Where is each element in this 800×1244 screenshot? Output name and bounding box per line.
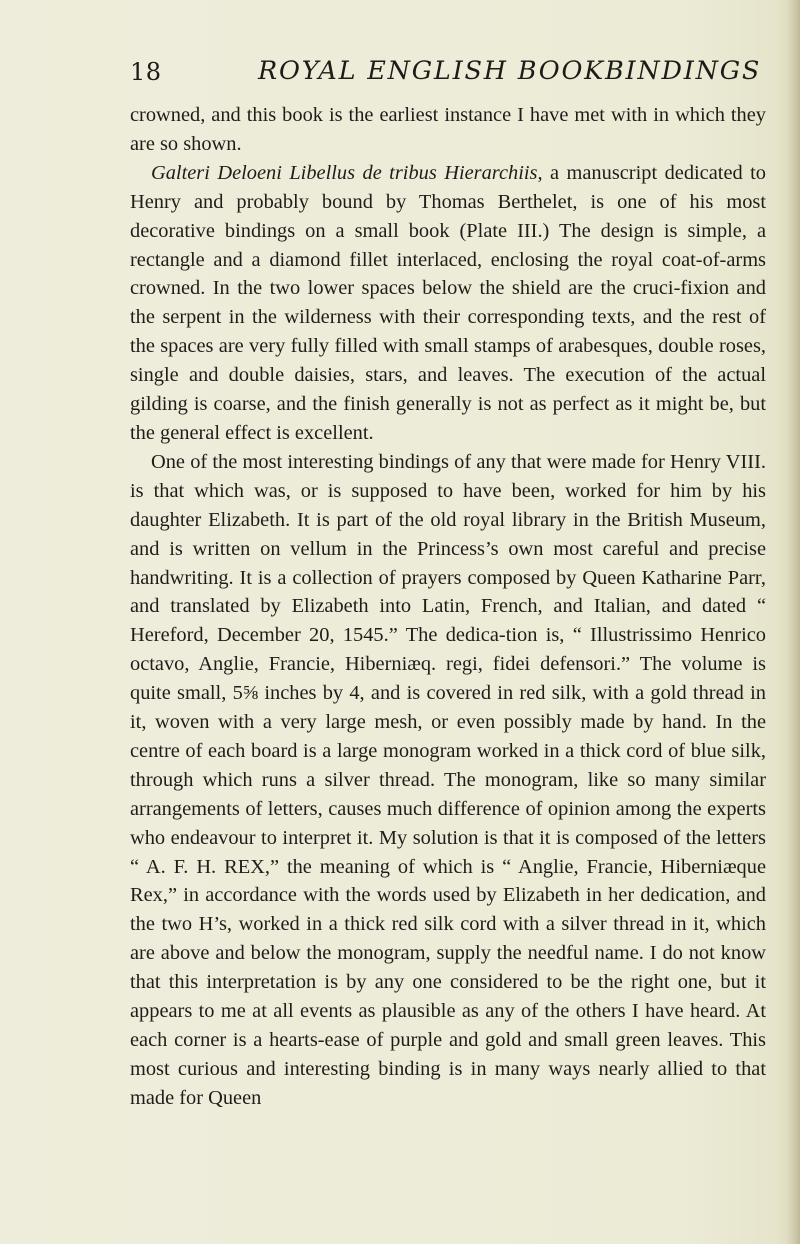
running-head (130, 56, 770, 92)
paragraph-text: , a manuscript dedicated to Henry and probably bound by Thomas Berthelet, is one of his most decorative bindings on a small book (Plate III.) The design is simple, a rectangle and a diamond fillet interlaced, enclosing the royal coat-of-arms crowned. In the two lower spaces below the shield are the cruci-fixion and the serpent in the wilderness with their corresponding texts, and the rest of the spaces are very fully filled with small stamps of arabesques, double roses, single and double daisies, stars, and leaves. The execution of the actual gilding is coarse, and the finish generally is not as perfect as it might be, but the general effect is excellent. (130, 161, 766, 444)
paragraph-text: One of the most interesting bindings of any that were made for Henry VIII. is that which was, or is supposed to have been, worked for him by his daughter Elizabeth. It is part of the old royal library in the British Museum, and is written on vellum in the Princess’s own most careful and precise handwriting. It is a collection of prayers composed by Queen Katharine Parr, and translated by Elizabeth into Latin, French, and Italian, and dated “ Hereford, December 20, 1545.” The dedica-tion is, “ Illustrissimo Henrico octavo, Anglie, Francie, Hiberniæq. regi, fidei defensori.” The volume is quite small, 5⅝ inches by 4, and is covered in red silk, with a gold thread in it, woven with a very large mesh, or even possibly made by hand. In the centre of each board is a large monogram worked in a thick cord of blue silk, through which runs a silver thread. The monogram, like so many similar arrangements of letters, causes much difference of opinion among the experts who endeavour to interpret it. My solution is that it is composed of the letters “ A. F. H. REX,” the meaning of which is “ Anglie, Francie, Hiberniæque Rex,” in accordance with the words used by Elizabeth in her dedication, and the two H’s, worked in a thick red silk cord with a silver thread in it, which are above and below the monogram, supply the needful name. I do not know that this interpretation is by any one considered to be the right one, but it appears to me at all events as plausible as any of the others I have heard. At each corner is a hearts-ease of purple and gold and small green leaves. This most curious and interesting binding is in many ways nearly allied to that made for Queen (130, 450, 766, 1109)
manuscript-title: Galteri Deloeni Libellus de tribus Hierarchiis (151, 161, 538, 184)
page-edge-shadow (786, 0, 800, 1244)
paragraph-text: crowned, and this book is the earliest instance I have met with in which they are so shown. (130, 104, 766, 155)
paragraph-elizabeth-binding (130, 448, 766, 1113)
body-text (130, 101, 766, 1113)
page-number: 18 (130, 58, 162, 86)
paragraph-galteri (130, 159, 766, 448)
running-title: ROYAL ENGLISH BOOKBINDINGS (258, 56, 762, 86)
paragraph-continuation (130, 101, 766, 159)
